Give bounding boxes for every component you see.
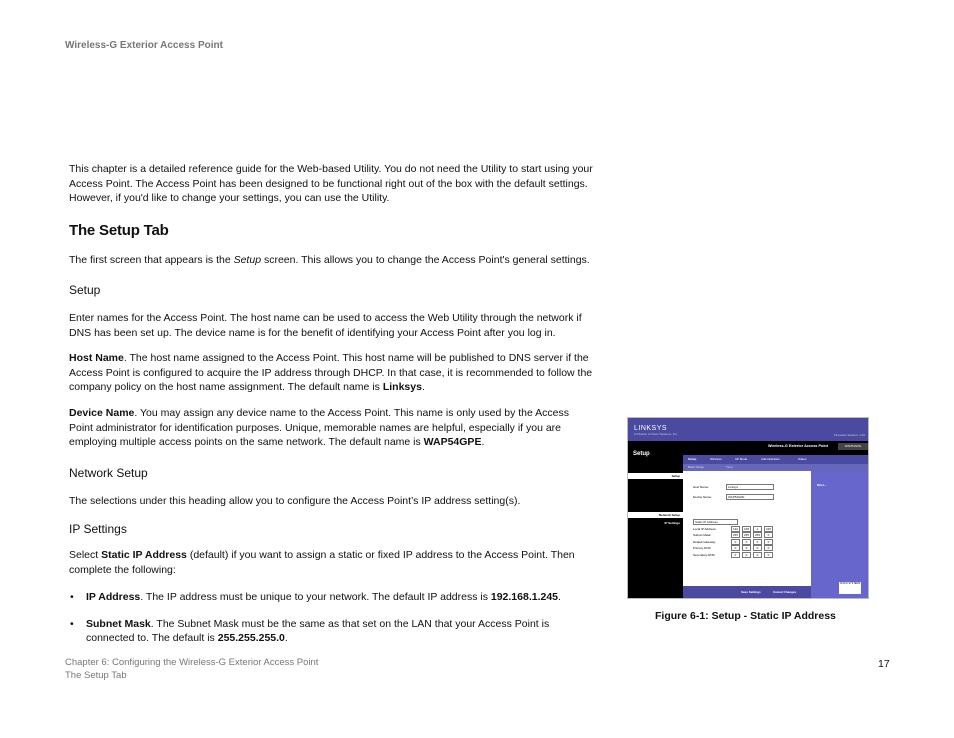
page-number: 17: [878, 658, 890, 670]
help-more-link: More...: [817, 483, 827, 487]
screenshot-form: [683, 471, 811, 586]
ip-octet-field: 255: [732, 533, 738, 538]
ip-row-label: Subnet Mask:: [693, 533, 712, 538]
list-item: • Subnet Mask. The Subnet Mask must be the same as that set on the LAN that your Access Point is connected to. The default is 255.255.255.0.: [69, 617, 591, 646]
intro-paragraph: This chapter is a detailed reference guide for the Web-based Utility. You do not need the Utility to start using your Access Point. The Access Point has been designed to be functional right out of the box with the default settings. However, if you'd like to change your settings, you can use the Utility.: [69, 163, 593, 205]
ip-octet-field: 0: [764, 545, 773, 551]
list-item: • IP Address. The IP address must be unique to your network. The default IP address is 192.168.1.245.: [69, 590, 591, 605]
ip-octet-field: 0: [742, 545, 751, 551]
ip-octet-field: 245: [765, 527, 771, 531]
firmware-version: Firmware Version: 1.02: [834, 433, 865, 437]
ip-settings-paragraph: Select Static IP Address (default) if you want to assign a static or fixed IP address to the Access Point. Then complete the following:: [69, 549, 575, 576]
ip-octet-field: 168: [743, 527, 749, 531]
help-panel: [811, 471, 868, 598]
footer-section: The Setup Tab: [65, 669, 127, 681]
tab-setup: Setup: [688, 457, 697, 461]
subtab-time: Time: [726, 465, 733, 469]
ip-row-label: Local IP Address:: [693, 527, 717, 531]
ip-octet-field: 0: [764, 552, 773, 558]
screenshot-sidebar: [628, 471, 683, 598]
host-name-field: Linksys: [726, 484, 774, 490]
host-name-paragraph: Host Name. The host name assigned to the Access Point. This host name will be published to DNS server if the Access Point is configured to acquire the IP address through DHCP. In that case, it is recommended to follow the company policy on the host name assignment. The default name is Linksys.: [69, 352, 593, 394]
ip-row-label: Secondary DNS:: [693, 552, 716, 557]
screenshot-buttonbar: [683, 586, 811, 598]
side-label-network-setup: Network Setup: [658, 513, 680, 517]
ip-octet-field: 192: [732, 527, 738, 531]
ip-row-label: Primary DNS:: [693, 546, 712, 551]
tab-administration: Administration: [761, 457, 781, 461]
ip-octet-field: 0: [764, 539, 773, 545]
section-heading: The Setup Tab: [69, 222, 169, 239]
save-settings-button: Save Settings: [741, 590, 761, 594]
tab-wireless: Wireless: [710, 457, 722, 461]
ip-octet-field: 0: [764, 532, 773, 538]
cancel-changes-button: Cancel Changes: [773, 590, 797, 594]
product-name: Wireless-G Exterior Access Point: [768, 444, 828, 448]
setup-paragraph: Enter names for the Access Point. The host name can be used to access the Web Utility through the network if DNS has been set up. The device name is for the benefit of identifying your Access Point after you log in.: [69, 312, 582, 339]
ip-octet-field: 0: [731, 545, 740, 551]
tab-status: Status: [798, 457, 807, 461]
setup-screenshot-figure: [627, 417, 869, 599]
footer: [65, 657, 318, 682]
setup-tab-paragraph: The first screen that appears is the Setup screen. This allows you to change the Access Point's general settings.: [69, 254, 590, 266]
ip-octet-field: 0: [753, 545, 762, 551]
network-setup-paragraph: The selections under this heading allow you to configure the Access Point’s IP address setting(s).: [69, 495, 521, 507]
ip-settings-heading: IP Settings: [69, 522, 127, 536]
linksys-logo: LINKSYS A Division of Cisco Systems, Inc.: [634, 425, 678, 436]
ip-octet-field: 0: [753, 539, 762, 545]
figure-caption: Figure 6-1: Setup - Static IP Address: [655, 610, 836, 622]
screenshot-navbar: [683, 441, 868, 471]
section-label-block: Setup: [628, 441, 683, 471]
device-name-paragraph: Device Name. You may assign any device name to the Access Point. This name is only used by the Access Point administrator for identification purposes. Unique, memorable names are helpful, especially if you are employing multiple access points on the same network. The default name is WAP54GPE.: [69, 407, 570, 449]
cisco-logo: CISCO SYSTEMS: [839, 582, 861, 594]
setup-heading: Setup: [69, 283, 101, 297]
device-name-field: WAP54GPE: [726, 494, 774, 500]
ip-octet-field: 0: [742, 552, 751, 558]
footer-chapter: Chapter 6: Configuring the Wireless-G Exterior Access Point: [65, 657, 319, 668]
device-name-label: Device Name:: [693, 495, 712, 499]
ip-mode-select: Static IP Address: [693, 519, 738, 525]
ip-settings-list: [69, 590, 591, 646]
ip-octet-field: 255: [743, 533, 749, 538]
network-setup-heading: Network Setup: [69, 466, 148, 480]
ip-octet-field: 0: [731, 552, 740, 558]
ip-octet-field: 0: [753, 552, 762, 558]
model-badge: WAP54GPE: [838, 443, 868, 450]
side-label-ip-settings: IP Settings: [664, 521, 680, 525]
ip-octet-field: 0: [742, 539, 751, 545]
ip-octet-field: 0: [731, 539, 740, 545]
screenshot-tabs: [683, 455, 868, 464]
screenshot-banner: [628, 418, 868, 441]
ip-octet-field: 255: [754, 533, 760, 538]
subtab-basic-setup: Basic Setup: [688, 465, 705, 469]
tab-ap-mode: AP Mode: [735, 457, 748, 461]
ip-row-label: Default Gateway:: [693, 539, 717, 544]
host-name-label: Host Name:: [693, 485, 709, 489]
side-label-setup: Setup: [671, 474, 680, 478]
ip-octet-field: 1: [753, 526, 762, 532]
screenshot-subtabs: [683, 464, 868, 471]
running-header: Wireless-G Exterior Access Point: [65, 40, 223, 51]
